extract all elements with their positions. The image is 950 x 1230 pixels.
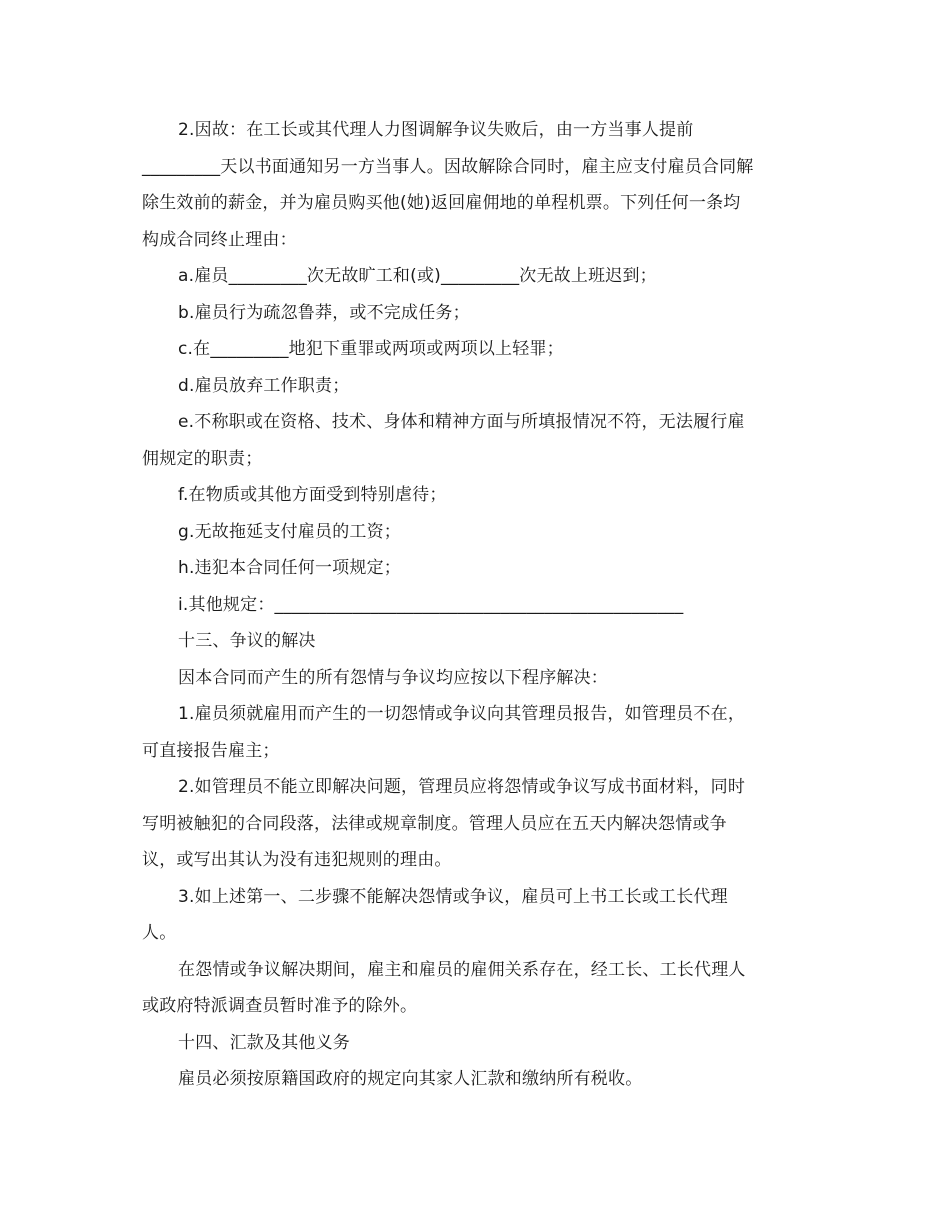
section-heading: 十三、争议的解决 <box>178 631 316 651</box>
paragraph-line: 可直接报告雇主； <box>142 740 280 761</box>
paragraph-line: 佣规定的职责； <box>142 448 263 469</box>
paragraph-line: 议，或写出其认为没有违犯规则的理由。 <box>142 850 452 870</box>
list-item-g: g.无故拖延支付雇员的工资； <box>178 521 401 542</box>
list-item-h: h.违犯本合同任何一项规定； <box>178 558 401 578</box>
paragraph-line: 2.因故：在工长或其代理人力图调解争议失败后，由一方当事人提前 <box>178 120 694 140</box>
list-item-b: b.雇员行为疏忽鲁莽，或不完成任务； <box>178 302 470 323</box>
paragraph-line: 3.如上述第一、二步骤不能解决怨情或争议，雇员可上书工长或工长代理 <box>178 886 728 907</box>
paragraph-line: _________天以书面通知另一方当事人。因故解除合同时，雇主应支付雇员合同解 <box>142 156 754 177</box>
list-item-e: e.不称职或在资格、技术、身体和精神方面与所填报情况不符，无法履行雇 <box>178 412 745 432</box>
list-item-i: i.其他规定：_______________________________________________ <box>178 594 684 615</box>
paragraph-line: 1.雇员须就雇用而产生的一切怨情或争议向其管理员报告，如管理员不在， <box>178 704 746 724</box>
list-item-a: a.雇员_________次无故旷工和(或)_________次无故上班迟到； <box>178 266 657 286</box>
paragraph-line: 构成合同终止理由： <box>142 229 297 250</box>
list-item-c: c.在_________地犯下重罪或两项或两项以上轻罪； <box>178 339 564 359</box>
section-heading: 十四、汇款及其他义务 <box>178 1032 350 1053</box>
paragraph-line: 雇员必须按原籍国政府的规定向其家人汇款和缴纳所有税收。 <box>178 1069 643 1089</box>
paragraph-line: 写明被触犯的合同段落，法律或规章制度。管理人员应在五天内解决怨情或争 <box>142 813 727 834</box>
paragraph-line: 人。 <box>142 923 177 943</box>
paragraph-line: 除生效前的薪金，并为雇员购买他(她)返回雇佣地的单程机票。下列任何一条均 <box>142 193 741 213</box>
paragraph-line: 或政府特派调查员暂时准予的除外。 <box>142 996 418 1016</box>
paragraph-line: 2.如管理员不能立即解决问题，管理员应将怨情或争议写成书面材料，同时 <box>178 777 746 797</box>
list-item-f: f.在物质或其他方面受到特别虐待； <box>178 485 447 505</box>
list-item-d: d.雇员放弃工作职责； <box>178 375 350 396</box>
paragraph-line: 因本合同而产生的所有怨情与争议均应按以下程序解决： <box>178 667 608 688</box>
paragraph-line: 在怨情或争议解决期间，雇主和雇员的雇佣关系存在，经工长、工长代理人 <box>178 959 746 980</box>
